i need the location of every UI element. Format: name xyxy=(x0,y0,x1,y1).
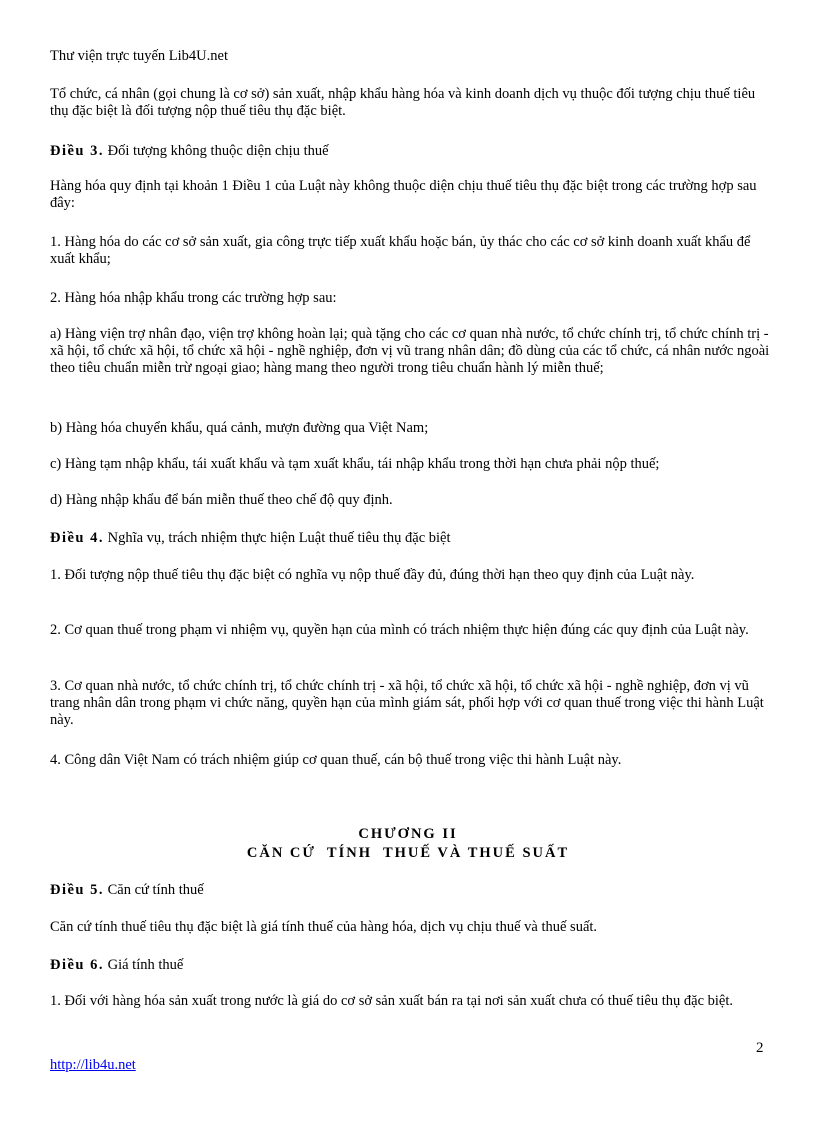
article-3-heading xyxy=(50,143,770,160)
article-3-intro: Hàng hóa quy định tại khoản 1 Điều 1 của Luật này không thuộc diện chịu thuế tiêu thụ đặc biệt trong các trường hợp sau đây: xyxy=(50,178,757,211)
article-6-heading xyxy=(50,957,770,974)
article-4-item-3: 3. Cơ quan nhà nước, tổ chức chính trị, tổ chức chính trị - xã hội, tổ chức xã hội, tổ chức xã hội - nghề nghiệp, đơn vị vũ trang nhân dân trong phạm vi chức năng, quyền hạn của mình giám sát, phối hợp với cơ quan thuế trong việc thi hành Luật này. xyxy=(50,678,764,728)
article-3-item-2c: c) Hàng tạm nhập khẩu, tái xuất khẩu và tạm xuất khẩu, tái nhập khẩu trong thời hạn chưa phải nộp thuế; xyxy=(50,456,660,472)
article-3-item-2d: d) Hàng nhập khẩu để bán miễn thuế theo chế độ quy định. xyxy=(50,492,393,508)
article-3-item-2a: a) Hàng viện trợ nhân đạo, viện trợ không hoàn lại; quà tặng cho các cơ quan nhà nước, tổ chức chính trị, tổ chức chính trị - xã hội, tổ chức xã hội, tổ chức xã hội - nghề nghiệp, đơn vị vũ trang nhân dân; đồ dùng của các tổ chức, cá nhân nước ngoài theo tiêu chuẩn miễn trừ ngoại giao; hàng mang theo người trong tiêu chuẩn hành lý miễn thuế; xyxy=(50,326,770,376)
article-6-item-1: 1. Đối với hàng hóa sản xuất trong nước là giá do cơ sở sản xuất bán ra tại nơi sản xuất chưa có thuế tiêu thụ đặc biệt. xyxy=(50,993,734,1009)
site-header: Thư viện trực tuyến Lib4U.net xyxy=(50,48,228,64)
page-number: 2 xyxy=(756,1040,764,1056)
article-4-label: Điều 4. xyxy=(50,530,104,546)
article-3-item-2: 2. Hàng hóa nhập khẩu trong các trường hợp sau: xyxy=(50,290,337,306)
article-5-paragraph: Căn cứ tính thuế tiêu thụ đặc biệt là giá tính thuế của hàng hóa, dịch vụ chịu thuế và thuế suất. xyxy=(50,919,598,935)
chapter-title: CĂN CỨ TÍNH THUẾ VÀ THUẾ SUẤT xyxy=(246,845,570,861)
article-3-item-1: 1. Hàng hóa do các cơ sở sản xuất, gia công trực tiếp xuất khẩu hoặc bán, ủy thác cho các cơ sở kinh doanh xuất khẩu để xuất khẩu; xyxy=(50,234,751,267)
footer-link[interactable]: http://lib4u.net xyxy=(50,1057,136,1073)
article-5-heading xyxy=(50,882,770,899)
article-4-item-1: 1. Đối tượng nộp thuế tiêu thụ đặc biệt có nghĩa vụ nộp thuế đầy đủ, đúng thời hạn theo quy định của Luật này. xyxy=(50,567,695,583)
article-4-item-4: 4. Công dân Việt Nam có trách nhiệm giúp cơ quan thuế, cán bộ thuế trong việc thi hành Luật này. xyxy=(50,752,622,768)
chapter-number: CHƯƠNG II xyxy=(358,826,458,842)
article-5-label: Điều 5. xyxy=(50,882,104,898)
article-3-label: Điều 3. xyxy=(50,143,104,159)
article-4-title: Nghĩa vụ, trách nhiệm thực hiện Luật thuế tiêu thụ đặc biệt xyxy=(107,530,451,546)
intro-paragraph: Tổ chức, cá nhân (gọi chung là cơ sở) sản xuất, nhập khẩu hàng hóa và kinh doanh dịch vụ thuộc đối tượng chịu thuế tiêu thụ đặc biệt là đối tượng nộp thuế tiêu thụ đặc biệt. xyxy=(50,86,756,119)
article-6-label: Điều 6. xyxy=(50,957,104,973)
article-3-title: Đối tượng không thuộc diện chịu thuế xyxy=(107,143,329,159)
article-4-item-2: 2. Cơ quan thuế trong phạm vi nhiệm vụ, quyền hạn của mình có trách nhiệm thực hiện đúng các quy định của Luật này. xyxy=(50,622,749,638)
article-5-title: Căn cứ tính thuế xyxy=(107,882,204,898)
article-3-item-2b: b) Hàng hóa chuyển khẩu, quá cảnh, mượn đường qua Việt Nam; xyxy=(50,420,429,436)
article-4-heading xyxy=(50,530,770,547)
article-6-title: Giá tính thuế xyxy=(107,957,184,973)
